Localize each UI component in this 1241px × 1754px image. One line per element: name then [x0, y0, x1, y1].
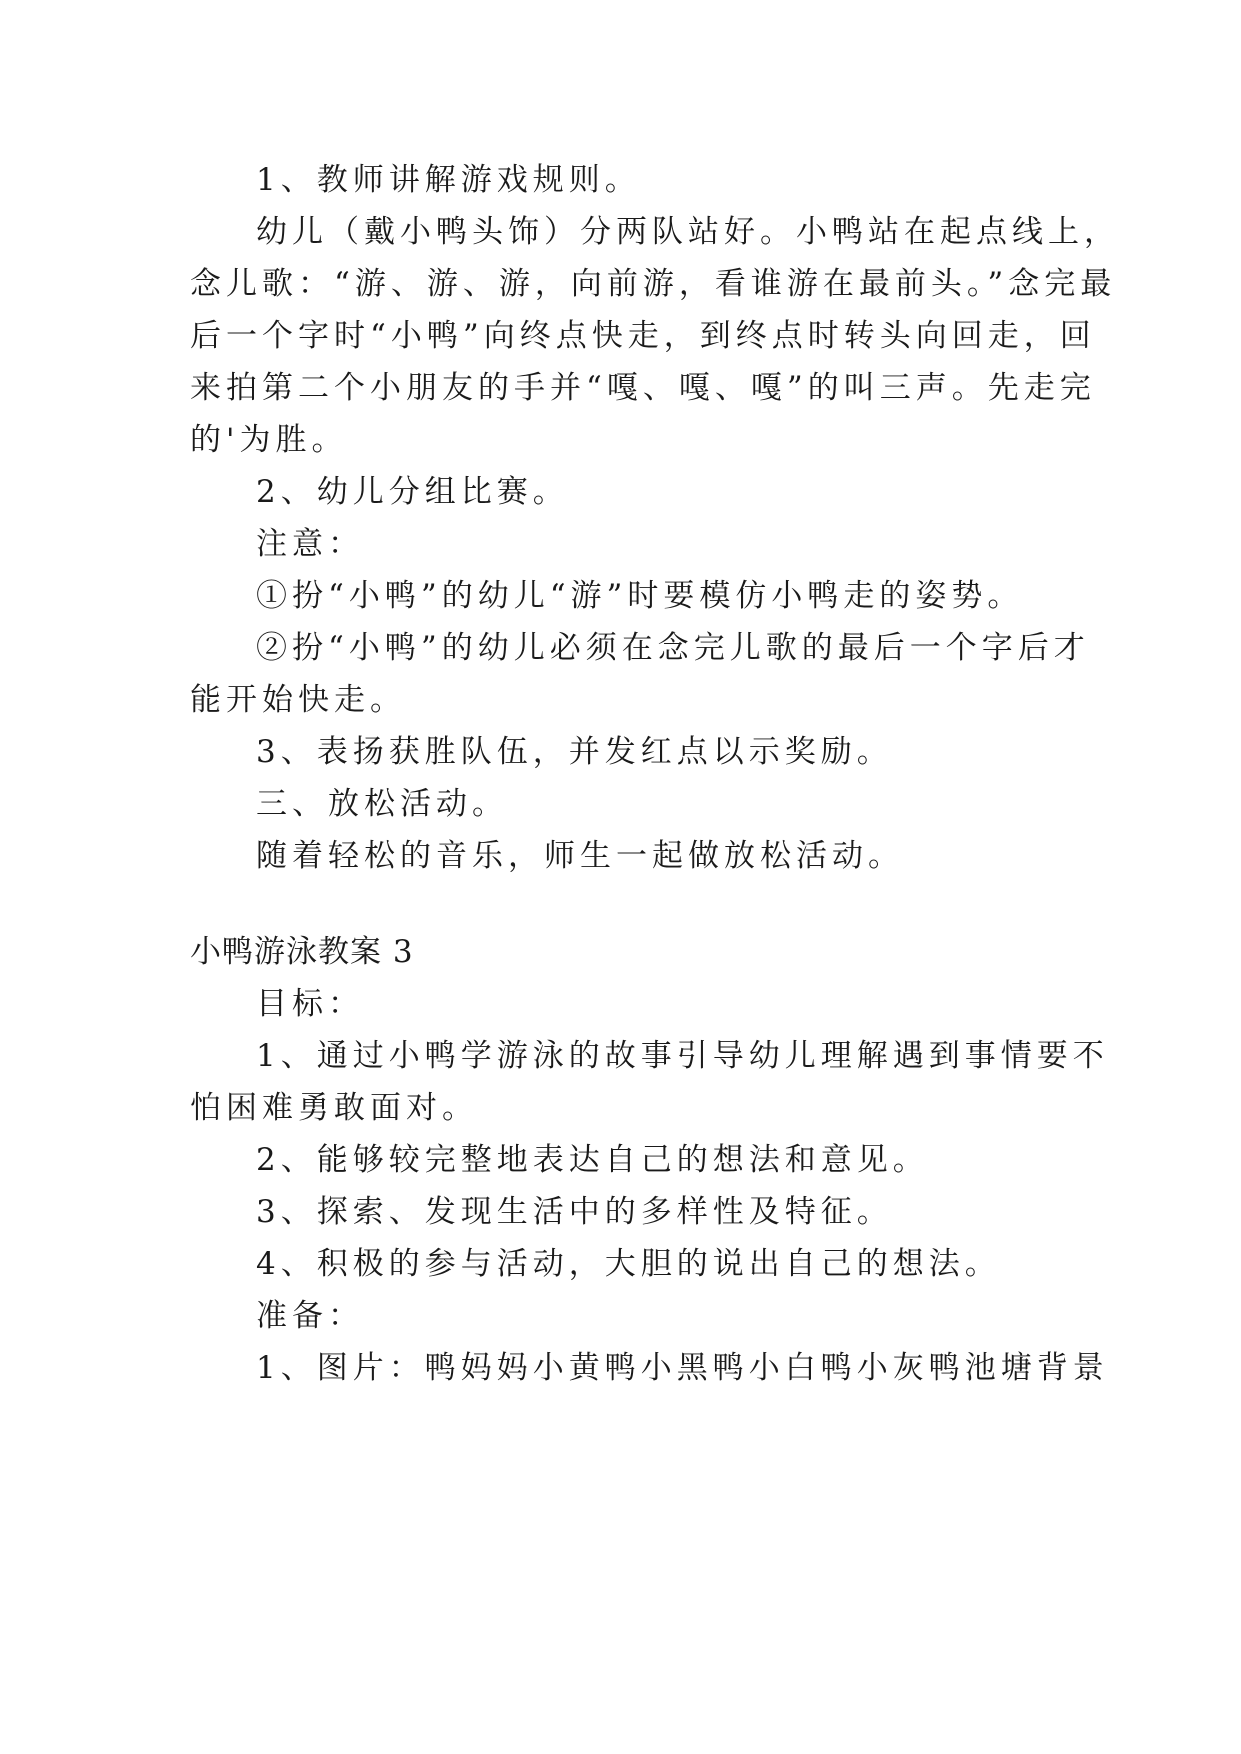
paragraph-note-1: ①扮“小鸭”的幼儿“游”时要模仿小鸭走的姿势。: [256, 578, 1024, 614]
paragraph-goal-1: 1、通过小鸭学游泳的故事引导幼儿理解遇到事情要不: [256, 1038, 1109, 1074]
paragraph-prep-heading: 准备：: [256, 1298, 364, 1334]
paragraph-relax-heading: 三、放松活动。: [256, 786, 508, 822]
paragraph-line: 念儿歌：“游、游、游，向前游，看谁游在最前头。”念完最: [190, 266, 1117, 302]
paragraph-note-2: ②扮“小鸭”的幼儿必须在念完儿歌的最后一个字后才: [256, 630, 1090, 666]
paragraph-note-heading: 注意：: [256, 526, 364, 562]
paragraph-relax: 随着轻松的音乐，师生一起做放松活动。: [256, 838, 904, 874]
section-title: 小鸭游泳教案 3: [190, 934, 414, 970]
paragraph-rule-explain: 1、教师讲解游戏规则。: [256, 162, 641, 198]
paragraph-goal-3: 3、探索、发现生活中的多样性及特征。: [256, 1194, 893, 1230]
paragraph-goal-4: 4、积极的参与活动，大胆的说出自己的想法。: [256, 1246, 1001, 1282]
paragraph-line: 幼儿（戴小鸭头饰）分两队站好。小鸭站在起点线上，: [256, 214, 1120, 250]
paragraph-line: 的'为胜。: [190, 422, 348, 458]
paragraph-line: 能开始快走。: [190, 682, 406, 718]
paragraph-goal-2: 2、能够较完整地表达自己的想法和意见。: [256, 1142, 929, 1178]
paragraph-group-race: 2、幼儿分组比赛。: [256, 474, 569, 510]
paragraph-goals-heading: 目标：: [256, 986, 364, 1022]
paragraph-prep-1: 1、图片：鸭妈妈小黄鸭小黑鸭小白鸭小灰鸭池塘背景: [256, 1350, 1109, 1386]
paragraph-line: 怕困难勇敢面对。: [190, 1090, 478, 1126]
paragraph-praise: 3、表扬获胜队伍，并发红点以示奖励。: [256, 734, 893, 770]
paragraph-line: 后一个字时“小鸭”向终点快走，到终点时转头向回走，回: [190, 318, 1096, 354]
paragraph-line: 来拍第二个小朋友的手并“嘎、嘎、嘎”的叫三声。先走完: [190, 370, 1096, 406]
